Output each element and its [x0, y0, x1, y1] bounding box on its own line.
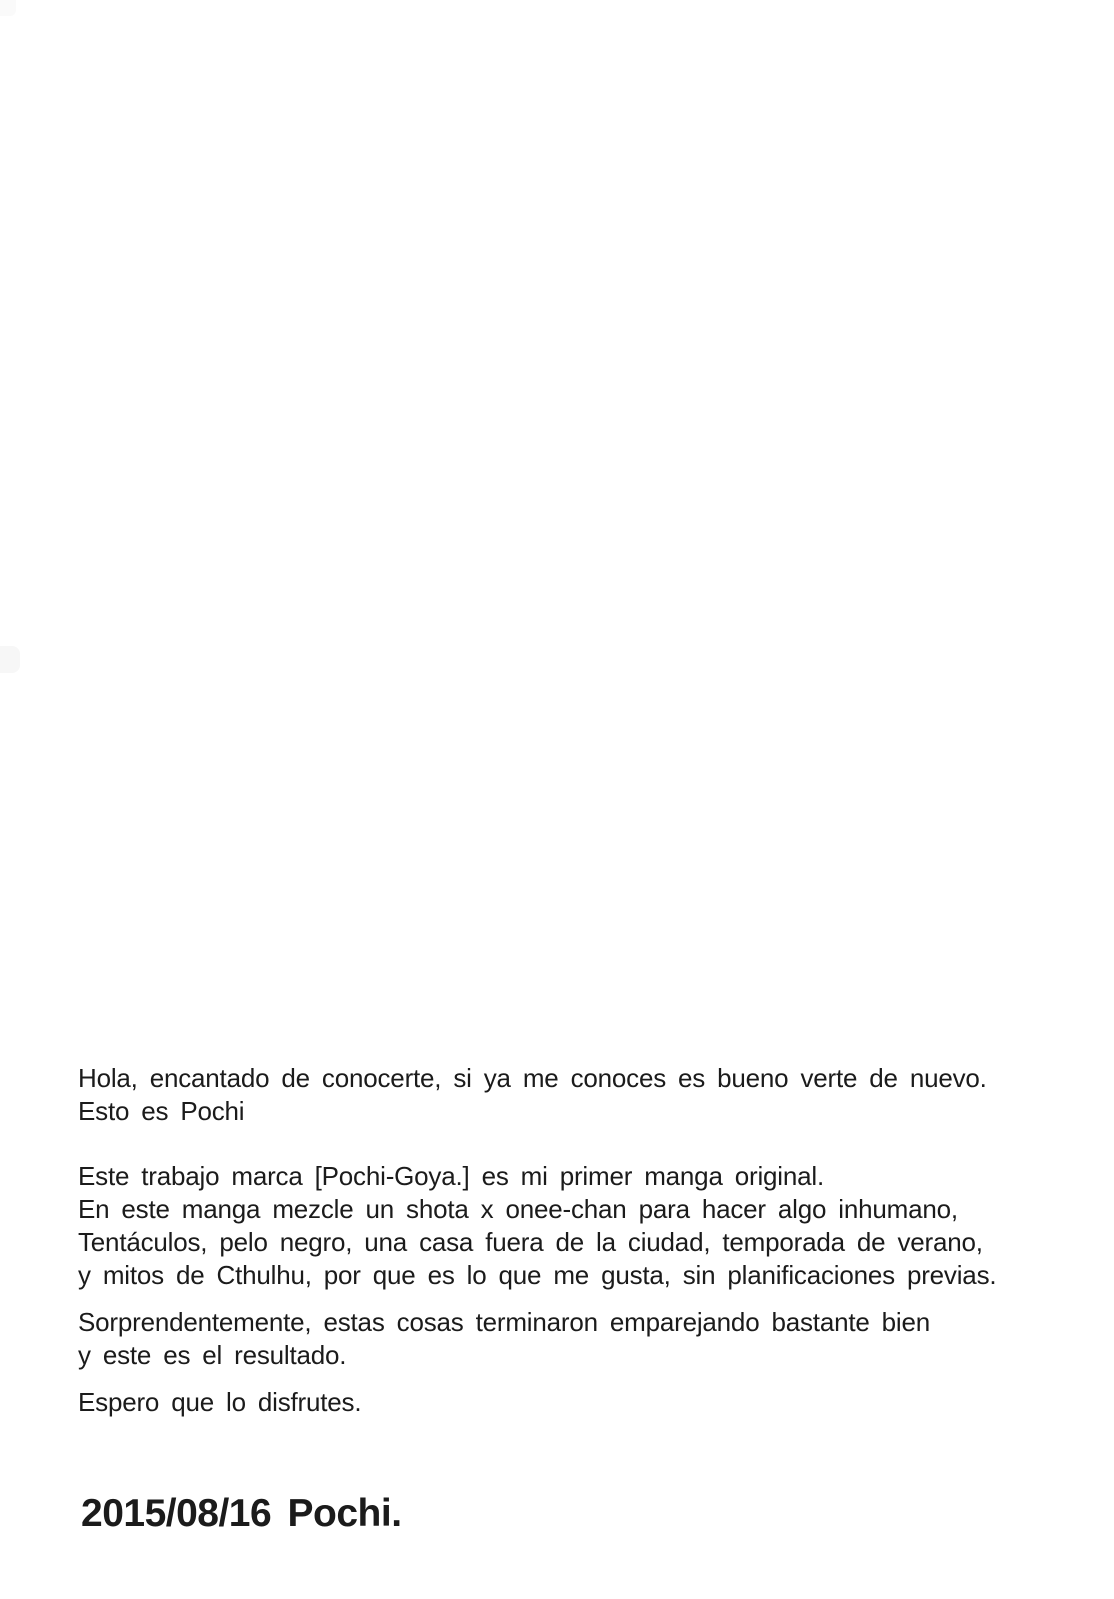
closing-paragraph — [78, 1386, 1038, 1419]
work-description-paragraph — [78, 1160, 1038, 1292]
text-line: Este trabajo marca [Pochi-Goya.] es mi primer manga original. — [78, 1161, 824, 1191]
text-line: y mitos de Cthulhu, por que es lo que me gusta, sin planificaciones previas. — [78, 1260, 997, 1290]
result-paragraph — [78, 1306, 1038, 1372]
text-line: Hola, encantado de conocerte, si ya me conoces es bueno verte de nuevo. — [78, 1063, 987, 1093]
text-line: y este es el resultado. — [78, 1340, 347, 1370]
text-line: Espero que lo disfrutes. — [78, 1387, 362, 1417]
text-line: Tentáculos, pelo negro, una casa fuera de la ciudad, temporada de verano, — [78, 1227, 983, 1257]
text-line: En este manga mezcle un shota x onee-chan para hacer algo inhumano, — [78, 1194, 958, 1224]
greeting-paragraph — [78, 1062, 1038, 1128]
scan-smudge-left-edge — [0, 646, 20, 673]
afterword-text-block — [78, 1062, 1038, 1536]
text-line: Esto es Pochi — [78, 1096, 245, 1126]
scan-smudge-top-left — [0, 0, 16, 16]
date-signature: 2015/08/16 Pochi. — [81, 1492, 402, 1535]
text-line: Sorprendentemente, estas cosas terminaron emparejando bastante bien — [78, 1307, 931, 1337]
